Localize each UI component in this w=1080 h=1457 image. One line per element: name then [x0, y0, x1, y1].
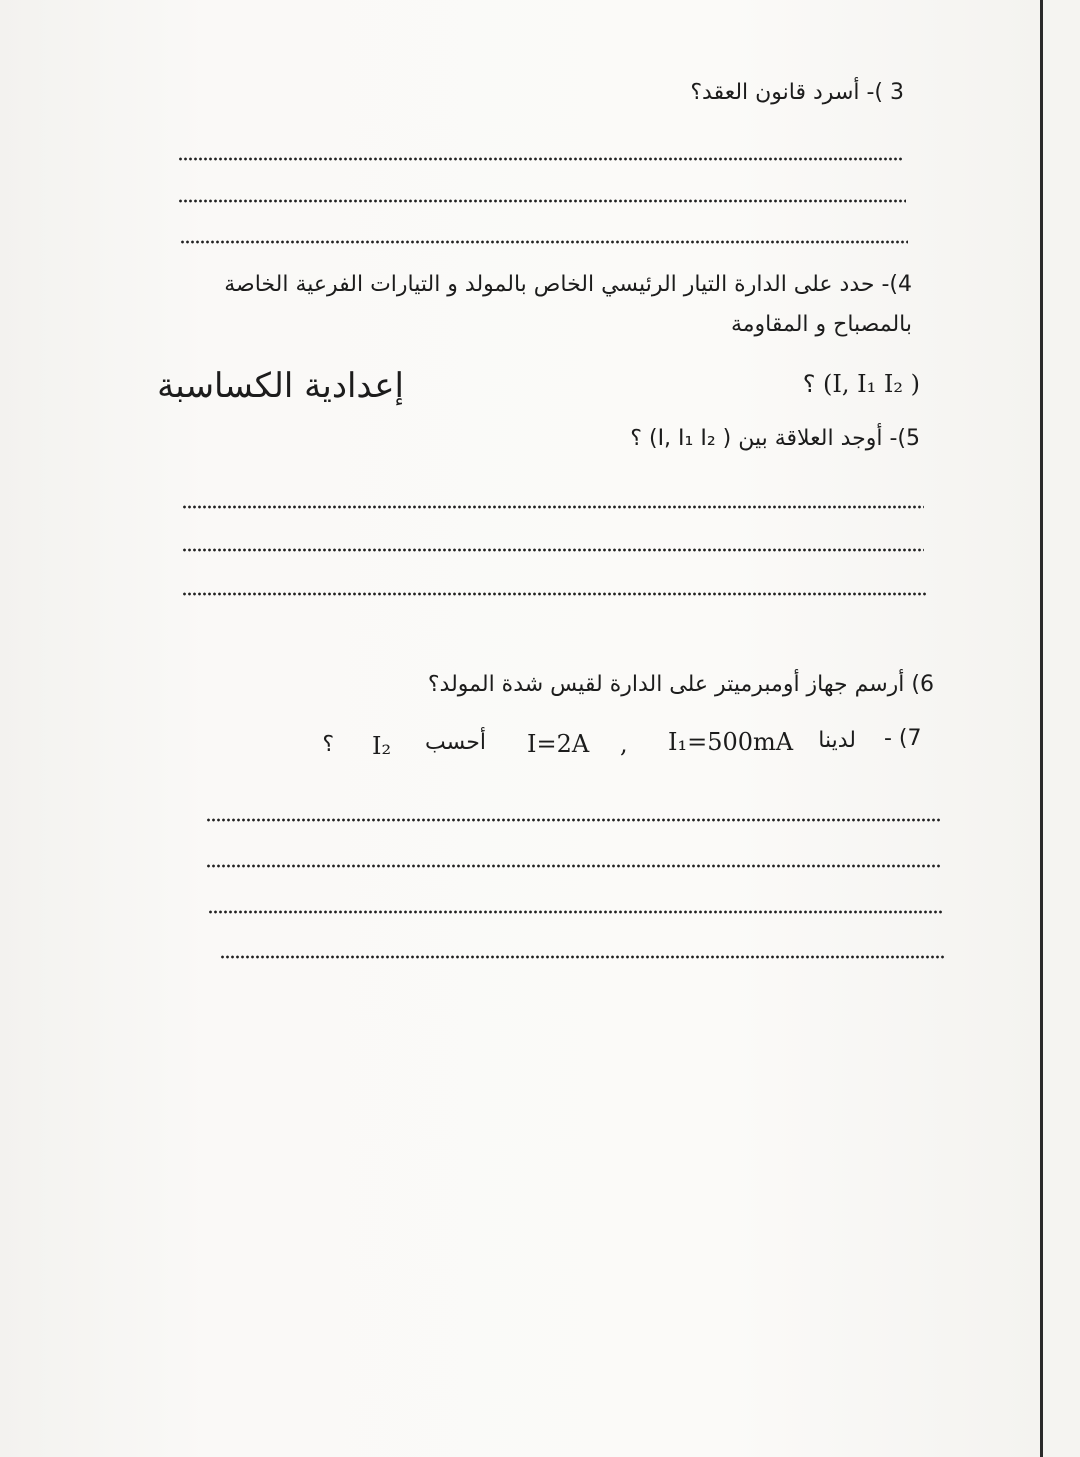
answer-line [182, 505, 924, 509]
question-7-i: I=2A [527, 730, 590, 758]
question-7-comma: , [620, 730, 628, 758]
answer-line [178, 199, 906, 203]
school-name: إعدادية الكساسبة [157, 366, 404, 406]
answer-line [208, 910, 944, 914]
paper-margin [1043, 0, 1080, 1457]
question-4-line1: 4)- حدد على الدارة التيار الرئيسي الخاص بالمولد و التيارات الفرعية الخاصة [224, 272, 912, 297]
question-7-i1: I₁=500mA [668, 728, 794, 756]
answer-line [206, 864, 942, 868]
answer-line [206, 818, 940, 822]
answer-line [182, 592, 926, 596]
question-7-number: 7) - [884, 726, 922, 751]
question-7-calc: أحسب [425, 730, 486, 755]
question-7-given: لدينا [818, 728, 856, 753]
answer-line [180, 240, 908, 244]
question-6: 6) أرسم جهاز أومبرميتر على الدارة لقيس شدة المولد؟ [427, 672, 934, 697]
answer-line [220, 955, 944, 959]
question-3: 3 )- أسرد قانون العقد؟ [690, 80, 904, 105]
question-4-symbols: ( I, I₁ I₂) ؟ [802, 370, 920, 398]
question-4-line2: بالمصباح و المقاومة [730, 312, 912, 337]
answer-line [178, 157, 904, 161]
question-5: 5)- أوجد العلاقة بين ( I, I₁ I₂) ؟ [630, 426, 920, 451]
question-7-question-mark: ؟ [322, 732, 334, 757]
answer-line [182, 548, 924, 552]
question-7-target: I₂ [372, 732, 392, 760]
